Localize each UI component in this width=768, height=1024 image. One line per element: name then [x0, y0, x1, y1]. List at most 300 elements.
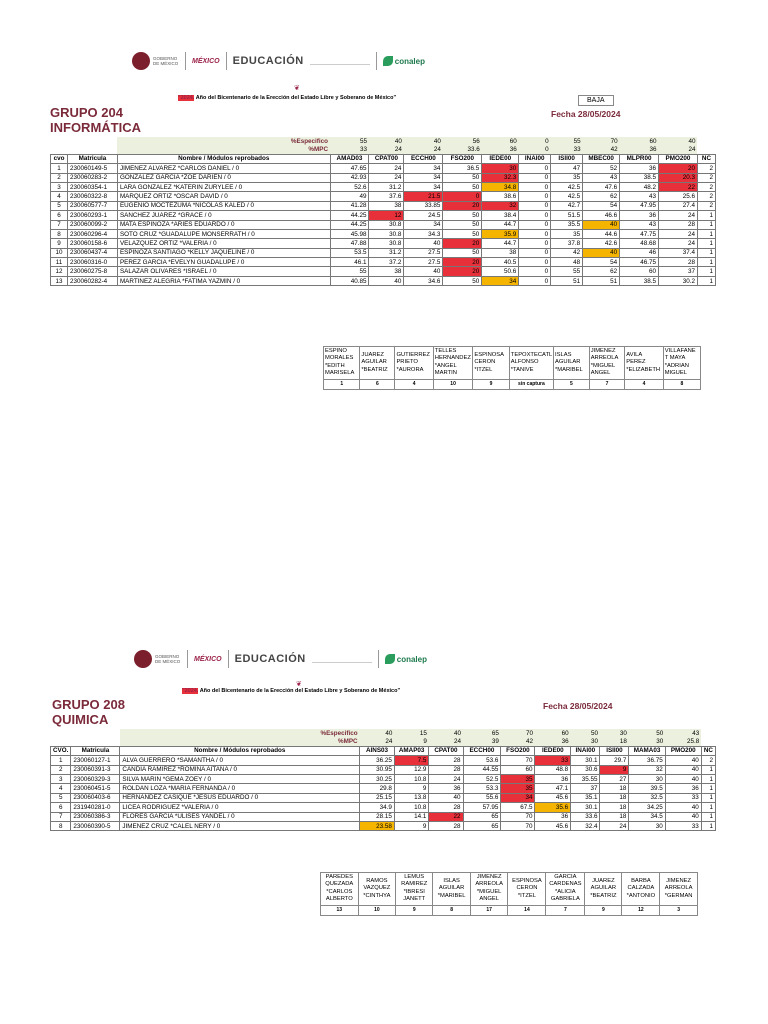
grade-cell: 67.5 — [501, 803, 535, 812]
failed-count: 1 — [701, 774, 715, 783]
grade-cell: 34 — [501, 793, 535, 802]
grade-cell: 24 — [600, 821, 629, 830]
especifico-value: 40 — [659, 137, 698, 145]
teacher-name: GARCIA CARDENAS *ALICIA GABRIELA — [546, 873, 585, 906]
divider — [228, 650, 229, 668]
student-id: 230060282-4 — [67, 276, 117, 285]
column-header: NC — [701, 746, 715, 755]
student-name: JIMENEZ ALVAREZ *CARLOS DANIEL / 0 — [117, 164, 330, 173]
grade-cell: 35.6 — [535, 803, 571, 812]
grade-cell: 0 — [519, 211, 551, 220]
grade-cell: 51 — [551, 276, 583, 285]
table-row — [51, 192, 716, 201]
grade-cell: 37.2 — [369, 258, 404, 267]
grade-cell: 36 — [535, 774, 571, 783]
grade-cell: 27.5 — [404, 258, 443, 267]
grade-cell: 36 — [429, 784, 463, 793]
grade-cell: 44.55 — [463, 765, 501, 774]
divider — [226, 52, 227, 70]
grade-cell: 40 — [665, 774, 701, 783]
column-header: MLPR00 — [620, 154, 659, 163]
grade-cell: 30.2 — [659, 276, 698, 285]
especifico-value: 50 — [571, 729, 600, 737]
grade-cell: 53.6 — [463, 756, 501, 765]
row-number: 2 — [51, 765, 71, 774]
especifico-value: 70 — [501, 729, 535, 737]
teacher-name: JUAREZ AGUILAR *BEATRIZ — [360, 347, 395, 380]
row-number: 12 — [51, 267, 68, 276]
student-name: MATA ESPINOZA *ARIES EDUARDO / 0 — [117, 220, 330, 229]
grade-cell: 32.3 — [482, 173, 519, 182]
table-row — [51, 812, 716, 821]
mpc-row — [51, 145, 716, 154]
table-row — [51, 276, 716, 285]
teacher-count: 5 — [554, 379, 590, 389]
grade-cell: 34 — [404, 182, 443, 191]
grade-cell: 32.5 — [629, 793, 665, 802]
grade-cell: 44.25 — [330, 220, 369, 229]
teacher-count: 3 — [660, 905, 698, 915]
student-id: 230060275-8 — [67, 267, 117, 276]
row-number: 4 — [51, 784, 71, 793]
failed-count: 2 — [697, 164, 715, 173]
grade-cell: 45.98 — [330, 229, 369, 238]
column-header: Nombre / Módulos reprobados — [120, 746, 360, 755]
grade-cell: 12.9 — [394, 765, 428, 774]
logo-subtext — [310, 58, 370, 65]
education-logo: EDUCACIÓN — [232, 55, 304, 67]
grade-cell: 38 — [369, 267, 404, 276]
mpc-label: %MPC — [117, 145, 330, 154]
grade-cell: 40 — [583, 248, 620, 257]
teacher-name: VILLAFANE T MAYA *ADRIAN MIGUEL — [663, 347, 700, 380]
grade-cell: 52 — [583, 164, 620, 173]
row-number: 10 — [51, 248, 68, 257]
student-name: MARQUEZ ORTIZ *OSCAR DAVID / 0 — [117, 192, 330, 201]
grade-cell: 22 — [659, 182, 698, 191]
ornament-icon: ❦ — [296, 681, 302, 688]
grade-cell: 39.5 — [629, 784, 665, 793]
mpc-value: 25.8 — [665, 737, 701, 746]
spacer — [697, 145, 715, 154]
header-logos — [134, 650, 427, 668]
grade-cell: 45.6 — [535, 821, 571, 830]
teacher-name: ISLAS AGUILAR *MARIBEL — [433, 873, 471, 906]
column-header: AMAD03 — [330, 154, 369, 163]
grade-cell: 48.2 — [620, 182, 659, 191]
mpc-value: 24 — [360, 737, 395, 746]
student-name: GONZALEZ GARCIA *ZOE DARIEN / 0 — [117, 173, 330, 182]
grade-cell: 35.9 — [482, 229, 519, 238]
grade-cell: 13.8 — [394, 793, 428, 802]
grade-cell: 22 — [429, 812, 463, 821]
grade-cell: 34 — [404, 164, 443, 173]
grade-cell: 57.95 — [463, 803, 501, 812]
grade-cell: 30 — [629, 821, 665, 830]
grade-cell: 0 — [519, 164, 551, 173]
student-name: SILVA MARIN *GEMA ZOEY / 0 — [120, 774, 360, 783]
grade-cell: 35 — [551, 173, 583, 182]
divider — [376, 52, 377, 70]
teacher-name: LEMUS RAMIREZ *IBRESI JANETT — [396, 873, 433, 906]
grade-cell: 53.5 — [330, 248, 369, 257]
mpc-row — [51, 737, 716, 746]
grade-cell: 36 — [620, 211, 659, 220]
failed-count: 1 — [701, 803, 715, 812]
mpc-value: 36 — [535, 737, 571, 746]
student-id: 230060437-4 — [67, 248, 117, 257]
grade-cell: 33 — [535, 756, 571, 765]
table-row — [51, 182, 716, 191]
grade-cell: 62 — [583, 267, 620, 276]
failed-count: 2 — [701, 756, 715, 765]
mpc-value: 33.6 — [443, 145, 482, 154]
grade-cell: 42.93 — [330, 173, 369, 182]
eagle-seal-icon — [132, 52, 150, 70]
grade-cell: 46 — [620, 248, 659, 257]
grade-cell: 0 — [443, 192, 482, 201]
column-header: ISII00 — [551, 154, 583, 163]
row-number: 13 — [51, 276, 68, 285]
grade-cell: 33 — [665, 793, 701, 802]
ornament-icon: ❦ — [294, 85, 300, 92]
grade-cell: 40.5 — [482, 258, 519, 267]
teacher-count: 12 — [622, 905, 660, 915]
grade-cell: 42 — [551, 248, 583, 257]
grade-cell: 40 — [583, 220, 620, 229]
student-id: 230060283-2 — [67, 173, 117, 182]
spacer — [51, 145, 118, 154]
grade-cell: 37.4 — [659, 248, 698, 257]
grade-cell: 21.5 — [404, 192, 443, 201]
teacher-count: 17 — [470, 905, 508, 915]
grade-cell: 20 — [443, 258, 482, 267]
grade-cell: 18 — [600, 784, 629, 793]
grade-cell: 23.58 — [360, 821, 395, 830]
table-row — [51, 248, 716, 257]
column-header: CVO. — [51, 746, 71, 755]
grade-cell: 46.1 — [330, 258, 369, 267]
student-id: 230060149-5 — [67, 164, 117, 173]
spacer — [701, 729, 715, 737]
teacher-names-row — [324, 347, 701, 380]
row-number: 8 — [51, 229, 68, 238]
especifico-value: 40 — [360, 729, 395, 737]
grade-cell: 18 — [600, 803, 629, 812]
grade-cell: 33.6 — [571, 812, 600, 821]
column-header: MBEC00 — [583, 154, 620, 163]
student-id: 230060390-5 — [71, 821, 120, 830]
grade-cell: 50 — [443, 248, 482, 257]
grade-cell: 42.5 — [551, 182, 583, 191]
grade-cell: 40 — [665, 765, 701, 774]
grade-cell: 30.95 — [360, 765, 395, 774]
table-row — [51, 756, 716, 765]
especifico-value: 65 — [463, 729, 501, 737]
grade-cell: 41.28 — [330, 201, 369, 210]
grade-cell: 38.6 — [482, 192, 519, 201]
grade-cell: 60 — [501, 765, 535, 774]
student-id: 230060127-1 — [71, 756, 120, 765]
mpc-value: 33 — [551, 145, 583, 154]
especifico-value: 60 — [482, 137, 519, 145]
row-number: 5 — [51, 201, 68, 210]
teacher-count: 4 — [395, 379, 433, 389]
row-number: 6 — [51, 803, 71, 812]
grade-cell: 20 — [443, 239, 482, 248]
grade-cell: 25.15 — [360, 793, 395, 802]
grade-cell: 25.6 — [659, 192, 698, 201]
grade-cell: 47 — [551, 164, 583, 173]
table-row — [51, 803, 716, 812]
teacher-count: 7 — [589, 379, 625, 389]
especifico-value: 50 — [629, 729, 665, 737]
column-header: Nombre / Módulos reprobados — [117, 154, 330, 163]
especifico-label: %Especifico — [120, 729, 360, 737]
especifico-row — [51, 137, 716, 145]
grade-cell: 30 — [482, 164, 519, 173]
student-id: 230060329-3 — [71, 774, 120, 783]
table-row — [51, 793, 716, 802]
grade-cell: 44.25 — [330, 211, 369, 220]
grade-cell: 46.75 — [620, 258, 659, 267]
grade-cell: 34.8 — [482, 182, 519, 191]
teacher-name: JIMENEZ ARREOLA *MIGUEL ANGEL — [470, 873, 508, 906]
student-id: 230060099-2 — [67, 220, 117, 229]
gov-logo: GOBIERNO DE MÉXICO — [132, 52, 179, 70]
failed-count: 1 — [701, 821, 715, 830]
row-number: 7 — [51, 220, 68, 229]
row-number: 2 — [51, 173, 68, 182]
table-row — [51, 267, 716, 276]
grade-cell: 62 — [583, 192, 620, 201]
column-header: NC — [697, 154, 715, 163]
teacher-count: 9 — [473, 379, 509, 389]
grade-cell: 38.5 — [620, 173, 659, 182]
especifico-label: %Especifico — [117, 137, 330, 145]
column-header: CPAT00 — [429, 746, 463, 755]
teacher-count: sin captura — [509, 379, 553, 389]
grade-cell: 33 — [665, 821, 701, 830]
grade-cell: 36.75 — [629, 756, 665, 765]
table-row — [51, 211, 716, 220]
mpc-value: 36 — [482, 145, 519, 154]
mpc-value: 30 — [571, 737, 600, 746]
eagle-seal-icon — [134, 650, 152, 668]
table-row — [51, 821, 716, 830]
grade-cell: 42.6 — [583, 239, 620, 248]
grade-cell: 30.8 — [369, 239, 404, 248]
grade-cell: 52.6 — [330, 182, 369, 191]
grade-cell: 43 — [583, 173, 620, 182]
grade-cell: 34.5 — [629, 812, 665, 821]
spacer — [701, 737, 715, 746]
student-id: 230060316-0 — [67, 258, 117, 267]
grade-cell: 47.75 — [620, 229, 659, 238]
grade-cell: 20 — [443, 267, 482, 276]
mpc-value: 42 — [583, 145, 620, 154]
teacher-name: ISLAS AGUILAR *MARIBEL — [554, 347, 590, 380]
failed-count: 1 — [697, 220, 715, 229]
grade-cell: 28 — [429, 765, 463, 774]
failed-count: 1 — [697, 248, 715, 257]
grade-cell: 48.8 — [535, 765, 571, 774]
conalep-logo: conalep — [385, 654, 427, 664]
teacher-names-row — [321, 873, 698, 906]
report-date: Fecha 28/05/2024 — [543, 701, 613, 711]
grade-cell: 32 — [629, 765, 665, 774]
divider — [378, 650, 379, 668]
grade-cell: 20 — [443, 201, 482, 210]
grade-cell: 35 — [501, 784, 535, 793]
grade-cell: 36 — [665, 784, 701, 793]
grades-table — [50, 729, 716, 831]
grade-cell: 37.6 — [369, 192, 404, 201]
baja-label: BAJA — [578, 95, 614, 106]
student-id: 230060322-8 — [67, 192, 117, 201]
grade-cell: 27 — [600, 774, 629, 783]
grade-cell: 30.1 — [571, 803, 600, 812]
mpc-value: 9 — [394, 737, 428, 746]
grade-cell: 50 — [443, 182, 482, 191]
column-header: IEDE00 — [482, 154, 519, 163]
grade-cell: 34 — [404, 173, 443, 182]
grade-cell: 40.85 — [330, 276, 369, 285]
grade-cell: 24 — [369, 164, 404, 173]
grade-cell: 47.6 — [583, 182, 620, 191]
mpc-value: 30 — [629, 737, 665, 746]
grade-cell: 36 — [620, 164, 659, 173]
table-row — [51, 258, 716, 267]
teacher-count: 4 — [625, 379, 664, 389]
teacher-count: 8 — [433, 905, 471, 915]
grade-cell: 28 — [659, 220, 698, 229]
student-id: 230060451-5 — [71, 784, 120, 793]
row-number: 8 — [51, 821, 71, 830]
divider — [187, 650, 188, 668]
especifico-value: 0 — [519, 137, 551, 145]
grade-cell: 36.25 — [360, 756, 395, 765]
grade-cell: 10.8 — [394, 803, 428, 812]
mpc-value: 24 — [369, 145, 404, 154]
teacher-count: 9 — [585, 905, 622, 915]
student-name: MARTINEZ ALEGRIA *FATIMA YAZMIN / 0 — [117, 276, 330, 285]
conalep-logo: conalep — [383, 56, 425, 66]
column-header: PMO200 — [659, 154, 698, 163]
especifico-value: 30 — [600, 729, 629, 737]
grade-cell: 50 — [443, 229, 482, 238]
row-number: 3 — [51, 774, 71, 783]
student-name: ESPINOZA SANTIAGO *KELLY JAQUELINE / 0 — [117, 248, 330, 257]
grade-cell: 30.8 — [369, 220, 404, 229]
teacher-name: PAREDES QUEZADA *CARLOS ALBERTO — [321, 873, 359, 906]
mpc-value: 42 — [501, 737, 535, 746]
education-logo: EDUCACIÓN — [234, 653, 306, 665]
spacer — [51, 137, 118, 145]
mexico-logo: MÉXICO — [192, 57, 220, 65]
logo-subtext — [312, 656, 372, 663]
student-name: LARA GONZALEZ *KATERIN ZURYLEE / 0 — [117, 182, 330, 191]
grade-cell: 12 — [369, 211, 404, 220]
failed-count: 1 — [697, 229, 715, 238]
especifico-value: 43 — [665, 729, 701, 737]
grade-cell: 0 — [519, 201, 551, 210]
teacher-name: ESPINO MORALES *EDITH MARISELA — [324, 347, 360, 380]
grade-cell: 0 — [519, 276, 551, 285]
grade-cell: 37.8 — [551, 239, 583, 248]
grade-cell: 28.15 — [360, 812, 395, 821]
grade-cell: 47.88 — [330, 239, 369, 248]
mpc-value: 0 — [519, 145, 551, 154]
column-header: cvo — [51, 154, 68, 163]
slogan: "2024. Año del Bicentenario de la Erección del Estado Libre y Soberano de México" — [182, 688, 401, 694]
grade-cell: 50.6 — [482, 267, 519, 276]
failed-count: 1 — [701, 784, 715, 793]
teacher-name: JIMENEZ ARREOLA *GERMAN — [660, 873, 698, 906]
column-header: INAI00 — [519, 154, 551, 163]
student-id: 230060158-6 — [67, 239, 117, 248]
column-header: PMO200 — [665, 746, 701, 755]
grade-cell: 55 — [551, 267, 583, 276]
grade-cell: 48 — [551, 258, 583, 267]
grade-cell: 43 — [620, 220, 659, 229]
grade-cell: 0 — [519, 248, 551, 257]
grade-cell: 0 — [519, 192, 551, 201]
grade-cell: 27.4 — [659, 201, 698, 210]
grade-cell: 30.25 — [360, 774, 395, 783]
grade-cell: 34.9 — [360, 803, 395, 812]
grade-cell: 0 — [519, 229, 551, 238]
especifico-value: 15 — [394, 729, 428, 737]
grade-cell: 42.7 — [551, 201, 583, 210]
grade-cell: 65 — [463, 821, 501, 830]
grade-cell: 0 — [519, 173, 551, 182]
especifico-value: 40 — [429, 729, 463, 737]
teacher-name: GUTIERREZ PRIETO *AURORA — [395, 347, 433, 380]
failed-count: 1 — [697, 211, 715, 220]
teachers-table — [320, 872, 698, 916]
teacher-count: 1 — [324, 379, 360, 389]
mpc-label: %MPC — [120, 737, 360, 746]
grade-cell: 35 — [501, 774, 535, 783]
grade-cell: 70 — [501, 756, 535, 765]
failed-count: 1 — [701, 793, 715, 802]
student-name: SANCHEZ JUAREZ *GRACE / 0 — [117, 211, 330, 220]
grade-cell: 34 — [482, 276, 519, 285]
grade-cell: 34.25 — [629, 803, 665, 812]
grade-cell: 27.5 — [404, 248, 443, 257]
grade-cell: 9 — [394, 821, 428, 830]
grade-cell: 36.5 — [443, 164, 482, 173]
grade-cell: 40 — [665, 756, 701, 765]
teacher-count: 9 — [396, 905, 433, 915]
grade-cell: 28 — [659, 258, 698, 267]
grade-cell: 40 — [404, 239, 443, 248]
column-header: ISII00 — [600, 746, 629, 755]
especifico-value: 55 — [330, 137, 369, 145]
grade-cell: 40 — [369, 276, 404, 285]
grade-cell: 0 — [519, 267, 551, 276]
student-id: 230060386-3 — [71, 812, 120, 821]
grade-cell: 49 — [330, 192, 369, 201]
row-number: 6 — [51, 211, 68, 220]
column-header: CPAT00 — [369, 154, 404, 163]
failed-count: 2 — [697, 182, 715, 191]
grade-cell: 35.55 — [571, 774, 600, 783]
grade-cell: 60 — [620, 267, 659, 276]
row-number: 1 — [51, 164, 68, 173]
grade-cell: 47.95 — [620, 201, 659, 210]
